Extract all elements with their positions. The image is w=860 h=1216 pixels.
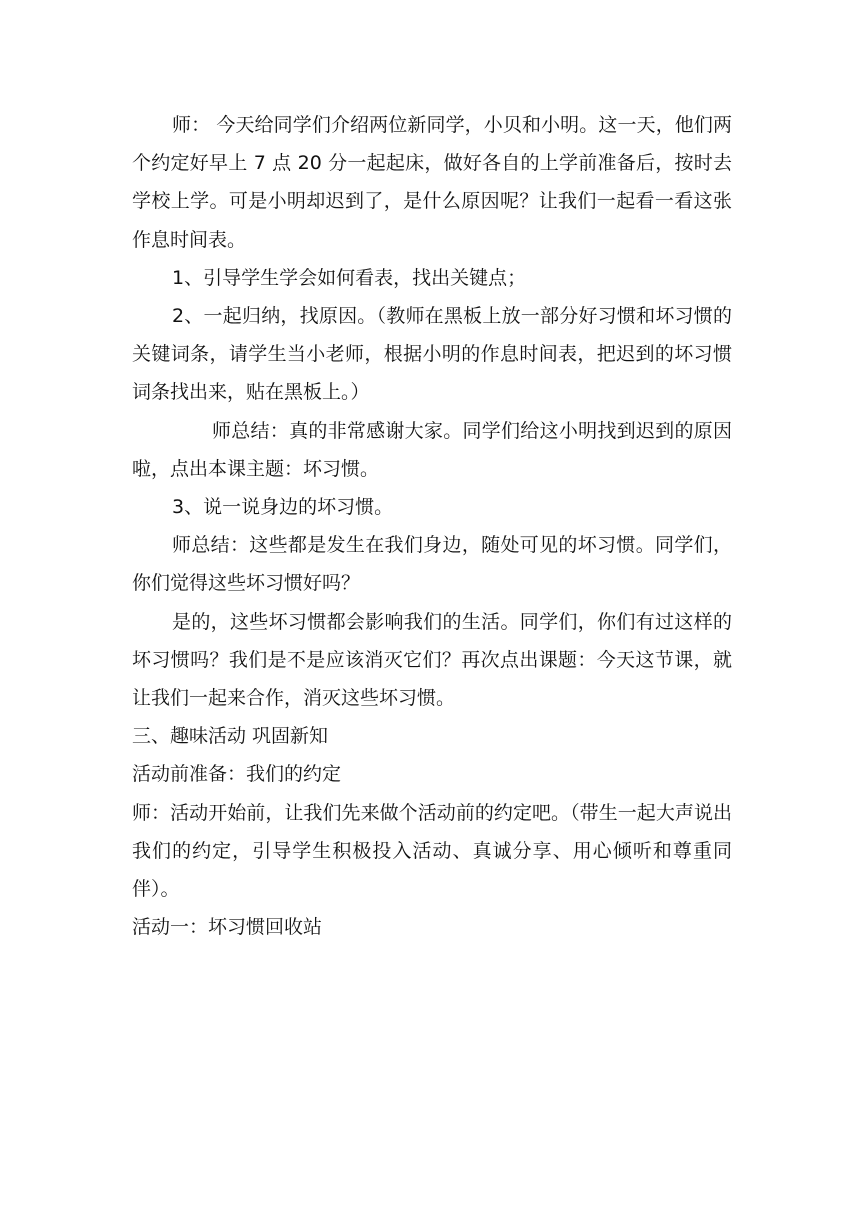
paragraph-teacher-summary-1: 师总结：真的非常感谢大家。同学们给这小明找到迟到的原因啦，点出本课主题：坏习惯。	[132, 419, 732, 480]
paragraph-teacher-summary-2: 师总结：这些都是发生在我们身边，随处可见的坏习惯。同学们，你们觉得这些坏习惯好吗？	[132, 534, 732, 595]
section-heading: 三、趣味活动 巩固新知	[132, 725, 329, 748]
paragraph-intro: 师： 今天给同学们介绍两位新同学，小贝和小明。这一天，他们两个约定好早上 7 点 20 分一起起床，做好各自的上学前准备后，按时去学校上学。可是小明却迟到了，是什么原因呢？让我们一起看一看这张作息时间表。	[132, 114, 732, 251]
paragraph-agreement: 师：活动开始前，让我们先来做个活动前的约定吧。（带生一起大声说出我们的约定，引导学生积极投入活动、真诚分享、用心倾听和尊重同伴）。	[132, 801, 732, 901]
activity-one-heading: 活动一：坏习惯回收站	[132, 916, 323, 939]
activity-prep-heading: 活动前准备：我们的约定	[132, 763, 342, 786]
paragraph-step-2: 2、一起归纳，找原因。（教师在黑板上放一部分好习惯和坏习惯的关键词条，请学生当小老师，根据小明的作息时间表，把迟到的坏习惯词条找出来，贴在黑板上。）	[132, 305, 732, 404]
paragraph-bad-habits: 是的，这些坏习惯都会影响我们的生活。同学们，你们有过这样的坏习惯吗？我们是不是应该消灭它们？再次点出课题：今天这节课，就让我们一起来合作，消灭这些坏习惯。	[132, 610, 732, 710]
paragraph-step-3: 3、说一说身边的坏习惯。	[172, 496, 394, 519]
document-body	[132, 106, 732, 946]
paragraph-step-1: 1、引导学生学会如何看表，找出关键点；	[172, 266, 527, 289]
